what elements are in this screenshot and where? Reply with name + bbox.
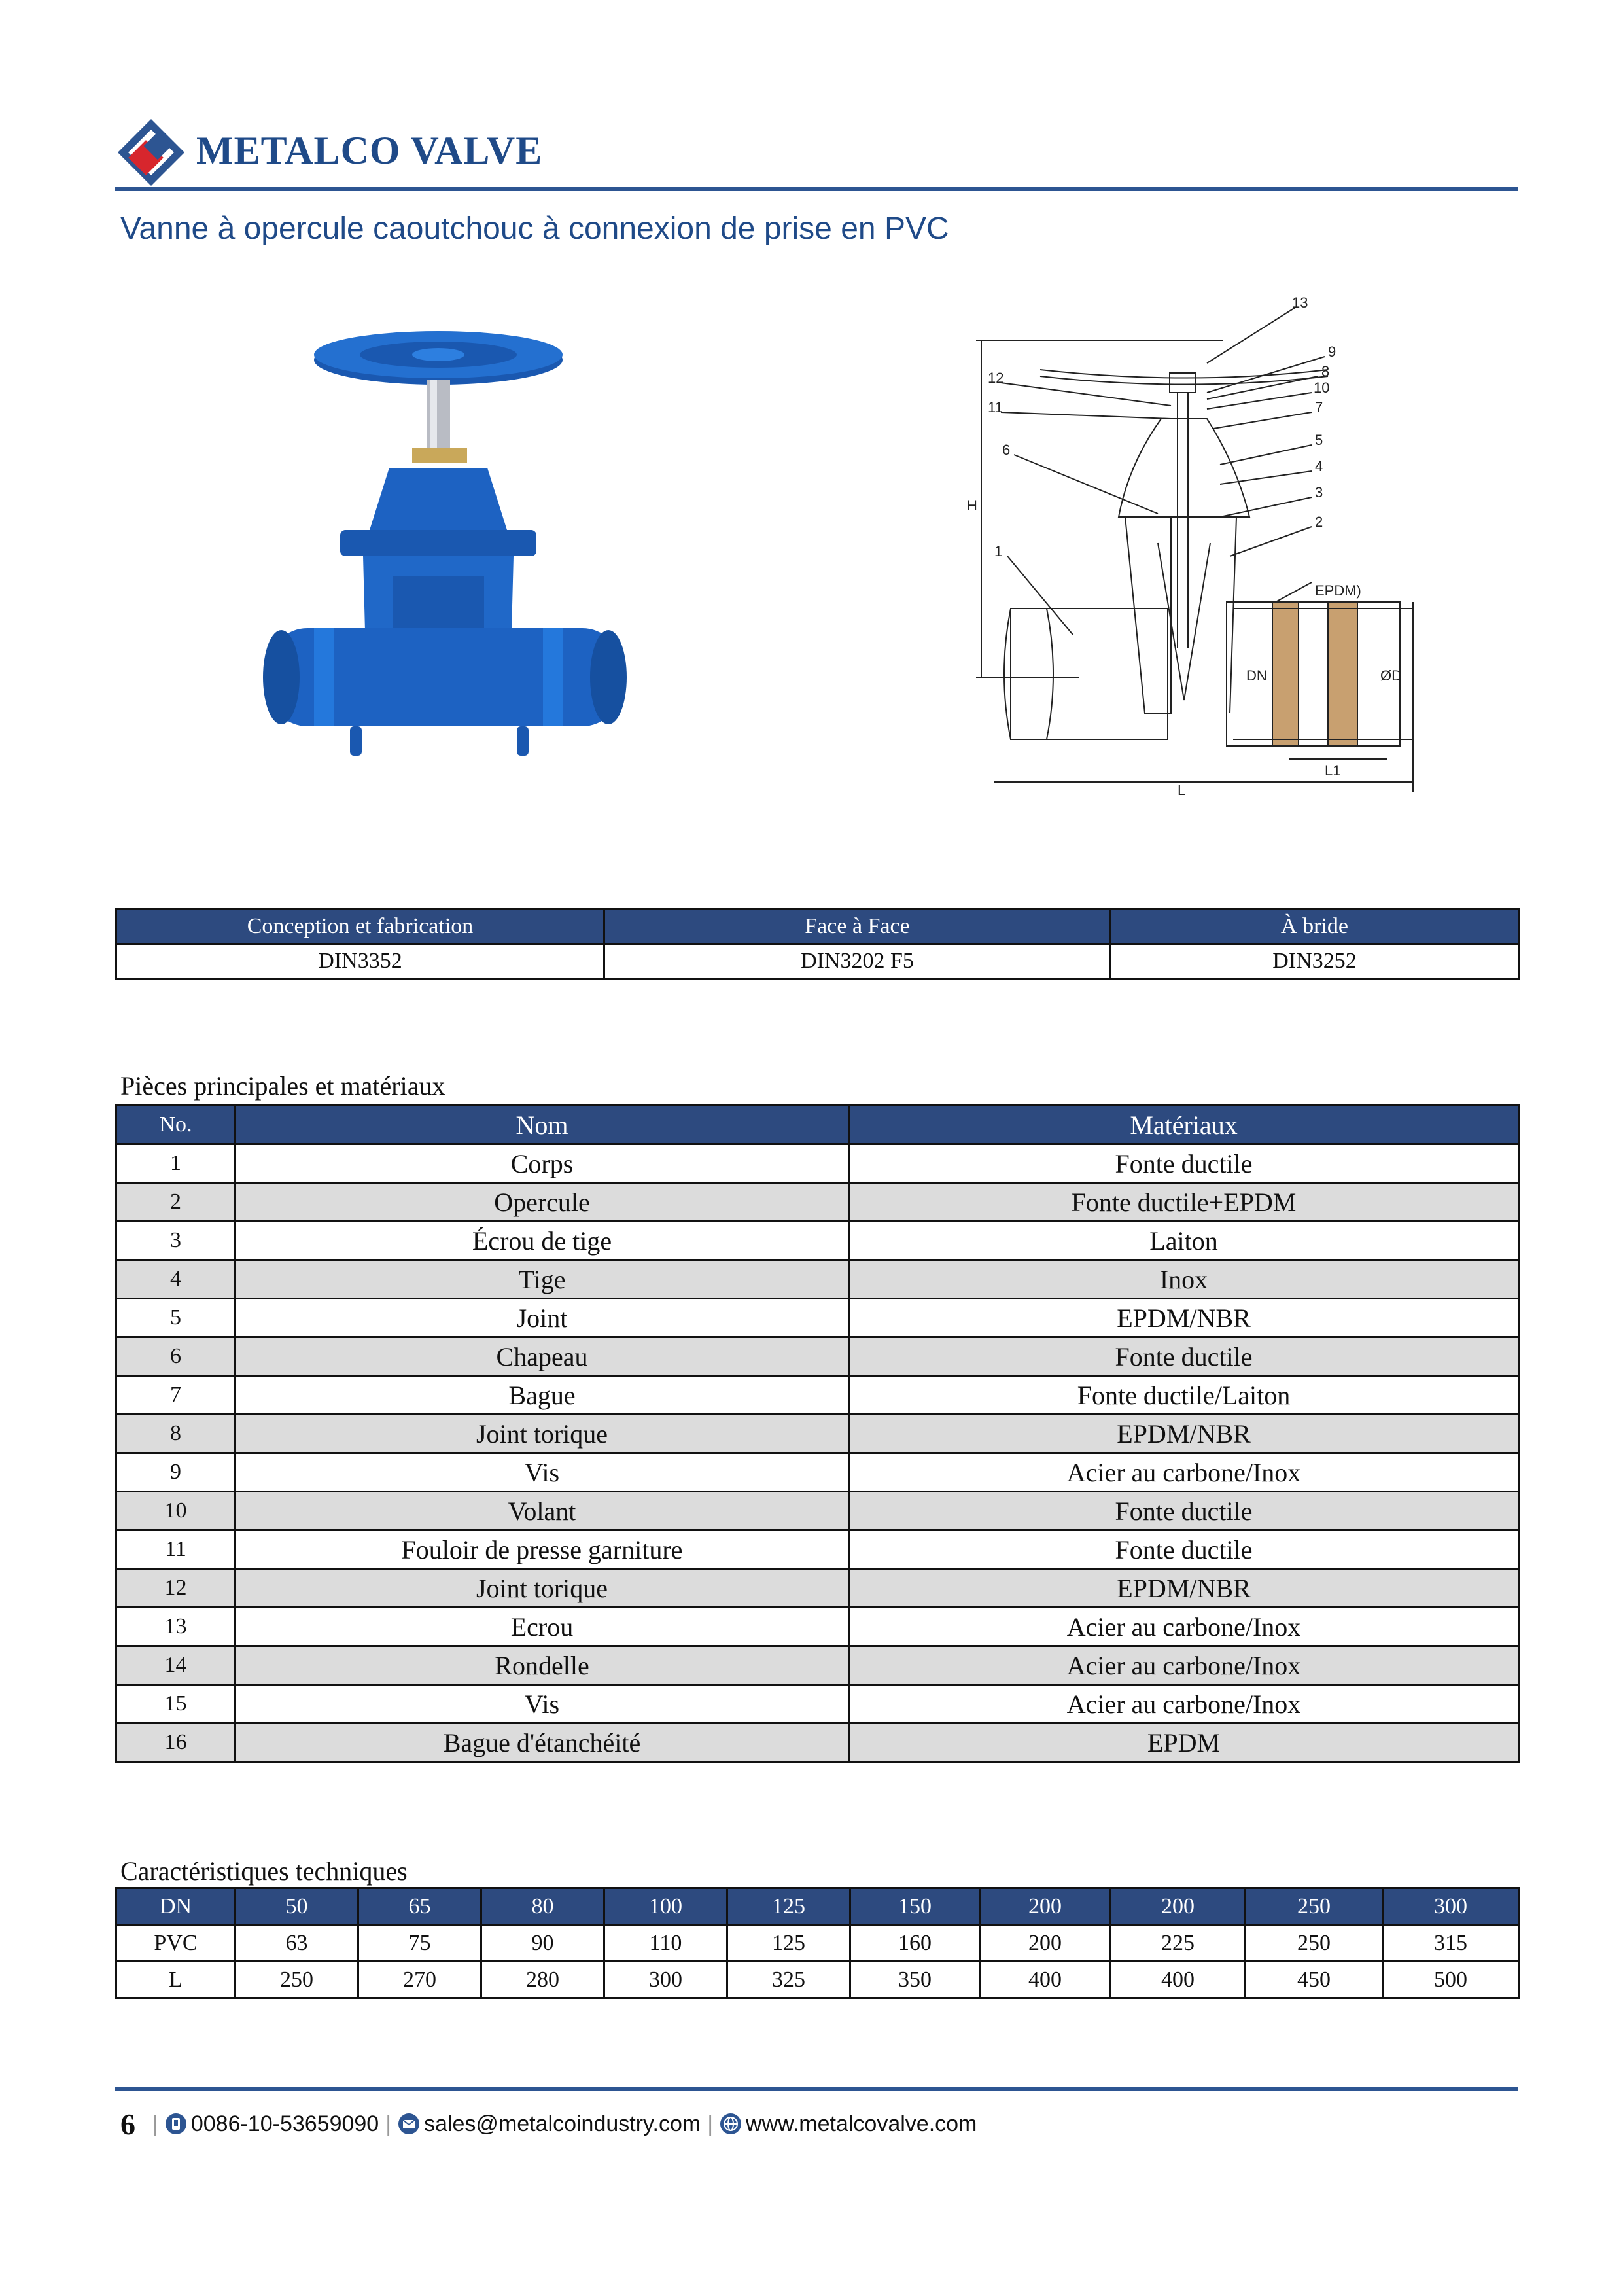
tech-cell: 315 (1383, 1925, 1519, 1962)
std-header-design: Conception et fabrication (116, 910, 604, 944)
valve-product-photo (255, 314, 635, 798)
parts-cell-no: 6 (116, 1337, 236, 1376)
parts-header-name: Nom (236, 1106, 849, 1144)
parts-table (115, 1104, 1520, 1763)
tech-row (116, 1925, 1519, 1962)
tech-cell: 250 (236, 1962, 358, 1998)
tech-cell: 75 (358, 1925, 481, 1962)
tech-row-label: PVC (116, 1925, 236, 1962)
parts-row (116, 1530, 1519, 1569)
parts-row (116, 1299, 1519, 1337)
parts-cell-name: Vis (236, 1453, 849, 1492)
callout-10: 10 (1314, 380, 1330, 396)
parts-cell-no: 16 (116, 1723, 236, 1762)
parts-cell-name: Rondelle (236, 1646, 849, 1685)
tech-table (115, 1887, 1520, 1999)
standards-table (115, 908, 1520, 980)
footer (120, 2104, 977, 2144)
callout-12: 12 (988, 370, 1004, 386)
globe-icon (720, 2113, 742, 2135)
tech-cell: 125 (727, 1925, 850, 1962)
dim-h: H (967, 497, 977, 514)
parts-cell-material: Acier au carbone/Inox (849, 1646, 1519, 1685)
page-title: Vanne à opercule caoutchouc à connexion de prise en PVC (120, 211, 949, 246)
parts-row (116, 1337, 1519, 1376)
std-value-face: DIN3202 F5 (604, 944, 1111, 979)
tech-cell: 225 (1111, 1925, 1246, 1962)
parts-cell-name: Joint torique (236, 1569, 849, 1608)
tech-header-label: DN (116, 1888, 236, 1925)
parts-cell-name: Volant (236, 1492, 849, 1530)
tech-cell: 200 (980, 1925, 1111, 1962)
tech-cell: 63 (236, 1925, 358, 1962)
parts-cell-name: Bague d'étanchéité (236, 1723, 849, 1762)
callout-7: 7 (1315, 399, 1323, 415)
parts-cell-no: 5 (116, 1299, 236, 1337)
std-value-design: DIN3352 (116, 944, 604, 979)
parts-cell-no: 8 (116, 1415, 236, 1453)
callout-2: 2 (1315, 514, 1323, 530)
dim-od: ØD (1380, 667, 1402, 684)
std-header-flange: À bride (1111, 910, 1519, 944)
parts-cell-no: 11 (116, 1530, 236, 1569)
parts-header-material: Matériaux (849, 1106, 1519, 1144)
parts-cell-material: Acier au carbone/Inox (849, 1608, 1519, 1646)
phone-icon (165, 2113, 187, 2135)
parts-cell-material: Fonte ductile (849, 1337, 1519, 1376)
tech-header-dn: 200 (1111, 1888, 1246, 1925)
parts-cell-no: 7 (116, 1376, 236, 1415)
email-icon (398, 2113, 420, 2135)
parts-cell-material: Fonte ductile+EPDM (849, 1183, 1519, 1222)
brand-name: METALCO VALVE (196, 129, 543, 172)
parts-row (116, 1453, 1519, 1492)
tech-cell: 350 (850, 1962, 980, 1998)
footer-website[interactable]: www.metalcovalve.com (746, 2111, 977, 2136)
tech-cell: 110 (604, 1925, 727, 1962)
metalco-logo (115, 116, 187, 188)
parts-cell-material: Laiton (849, 1222, 1519, 1260)
tech-row-label: L (116, 1962, 236, 1998)
parts-cell-no: 15 (116, 1685, 236, 1723)
parts-row (116, 1608, 1519, 1646)
tech-caption: Caractéristiques techniques (120, 1856, 408, 1886)
parts-row (116, 1183, 1519, 1222)
parts-row (116, 1222, 1519, 1260)
parts-row (116, 1376, 1519, 1415)
tech-cell: 400 (980, 1962, 1111, 1998)
parts-cell-no: 4 (116, 1260, 236, 1299)
tech-header-dn: 100 (604, 1888, 727, 1925)
tech-header-dn: 80 (481, 1888, 604, 1925)
parts-cell-no: 10 (116, 1492, 236, 1530)
parts-row (116, 1723, 1519, 1762)
parts-cell-material: Acier au carbone/Inox (849, 1453, 1519, 1492)
tech-cell: 280 (481, 1962, 604, 1998)
parts-cell-no: 3 (116, 1222, 236, 1260)
callout-epdm: EPDM) (1315, 582, 1361, 599)
tech-cell: 500 (1383, 1962, 1519, 1998)
tech-header-dn: 50 (236, 1888, 358, 1925)
dim-l1: L1 (1325, 762, 1341, 779)
parts-cell-material: EPDM/NBR (849, 1415, 1519, 1453)
std-value-flange: DIN3252 (1111, 944, 1519, 979)
tech-header-dn: 125 (727, 1888, 850, 1925)
tech-header-dn: 300 (1383, 1888, 1519, 1925)
parts-row (116, 1144, 1519, 1183)
callout-13: 13 (1292, 294, 1308, 311)
callout-9: 9 (1328, 344, 1336, 360)
parts-cell-name: Opercule (236, 1183, 849, 1222)
parts-row (116, 1569, 1519, 1608)
parts-cell-material: Fonte ductile/Laiton (849, 1376, 1519, 1415)
parts-row (116, 1415, 1519, 1453)
callout-4: 4 (1315, 458, 1323, 474)
page-number: 6 (120, 2107, 135, 2141)
parts-cell-material: EPDM/NBR (849, 1569, 1519, 1608)
callout-5: 5 (1315, 432, 1323, 448)
parts-row (116, 1492, 1519, 1530)
callout-11: 11 (988, 399, 1003, 415)
parts-cell-no: 13 (116, 1608, 236, 1646)
parts-row (116, 1646, 1519, 1685)
tech-header-dn: 65 (358, 1888, 481, 1925)
parts-cell-no: 1 (116, 1144, 236, 1183)
parts-cell-name: Joint torique (236, 1415, 849, 1453)
parts-cell-material: Inox (849, 1260, 1519, 1299)
parts-cell-name: Écrou de tige (236, 1222, 849, 1260)
parts-row (116, 1685, 1519, 1723)
parts-cell-material: Fonte ductile (849, 1144, 1519, 1183)
parts-cell-name: Fouloir de presse garniture (236, 1530, 849, 1569)
tech-cell: 300 (604, 1962, 727, 1998)
parts-cell-name: Joint (236, 1299, 849, 1337)
parts-cell-name: Ecrou (236, 1608, 849, 1646)
callout-1: 1 (994, 543, 1003, 559)
tech-header-dn: 200 (980, 1888, 1111, 1925)
parts-cell-name: Vis (236, 1685, 849, 1723)
tech-cell: 90 (481, 1925, 604, 1962)
callout-3: 3 (1315, 484, 1323, 501)
dim-dn: DN (1246, 667, 1267, 684)
footer-separator: | (707, 2111, 714, 2136)
footer-separator: | (385, 2111, 392, 2136)
tech-cell: 160 (850, 1925, 980, 1962)
callout-8: 8 (1321, 363, 1330, 380)
parts-row (116, 1260, 1519, 1299)
footer-separator: | (152, 2111, 158, 2136)
footer-rule (115, 2087, 1518, 2091)
parts-cell-material: Acier au carbone/Inox (849, 1685, 1519, 1723)
valve-technical-drawing (962, 294, 1433, 798)
parts-cell-name: Corps (236, 1144, 849, 1183)
parts-cell-material: Fonte ductile (849, 1492, 1519, 1530)
tech-cell: 325 (727, 1962, 850, 1998)
parts-cell-no: 14 (116, 1646, 236, 1685)
tech-row (116, 1962, 1519, 1998)
parts-cell-material: EPDM/NBR (849, 1299, 1519, 1337)
tech-header-dn: 250 (1246, 1888, 1383, 1925)
footer-email[interactable]: sales@metalcoindustry.com (424, 2111, 701, 2136)
parts-cell-name: Tige (236, 1260, 849, 1299)
dim-l: L (1178, 782, 1186, 798)
tech-cell: 250 (1246, 1925, 1383, 1962)
tech-cell: 400 (1111, 1962, 1246, 1998)
std-header-face: Face à Face (604, 910, 1111, 944)
parts-cell-no: 9 (116, 1453, 236, 1492)
footer-phone: 0086-10-53659090 (190, 2111, 379, 2136)
parts-cell-material: Fonte ductile (849, 1530, 1519, 1569)
tech-cell: 450 (1246, 1962, 1383, 1998)
tech-header-dn: 150 (850, 1888, 980, 1925)
parts-caption: Pièces principales et matériaux (120, 1071, 445, 1101)
parts-cell-no: 12 (116, 1569, 236, 1608)
parts-cell-name: Bague (236, 1376, 849, 1415)
parts-cell-material: EPDM (849, 1723, 1519, 1762)
parts-cell-no: 2 (116, 1183, 236, 1222)
callout-6: 6 (1002, 442, 1011, 458)
header-rule (115, 187, 1518, 191)
parts-header-no: No. (116, 1106, 236, 1144)
tech-cell: 270 (358, 1962, 481, 1998)
parts-cell-name: Chapeau (236, 1337, 849, 1376)
